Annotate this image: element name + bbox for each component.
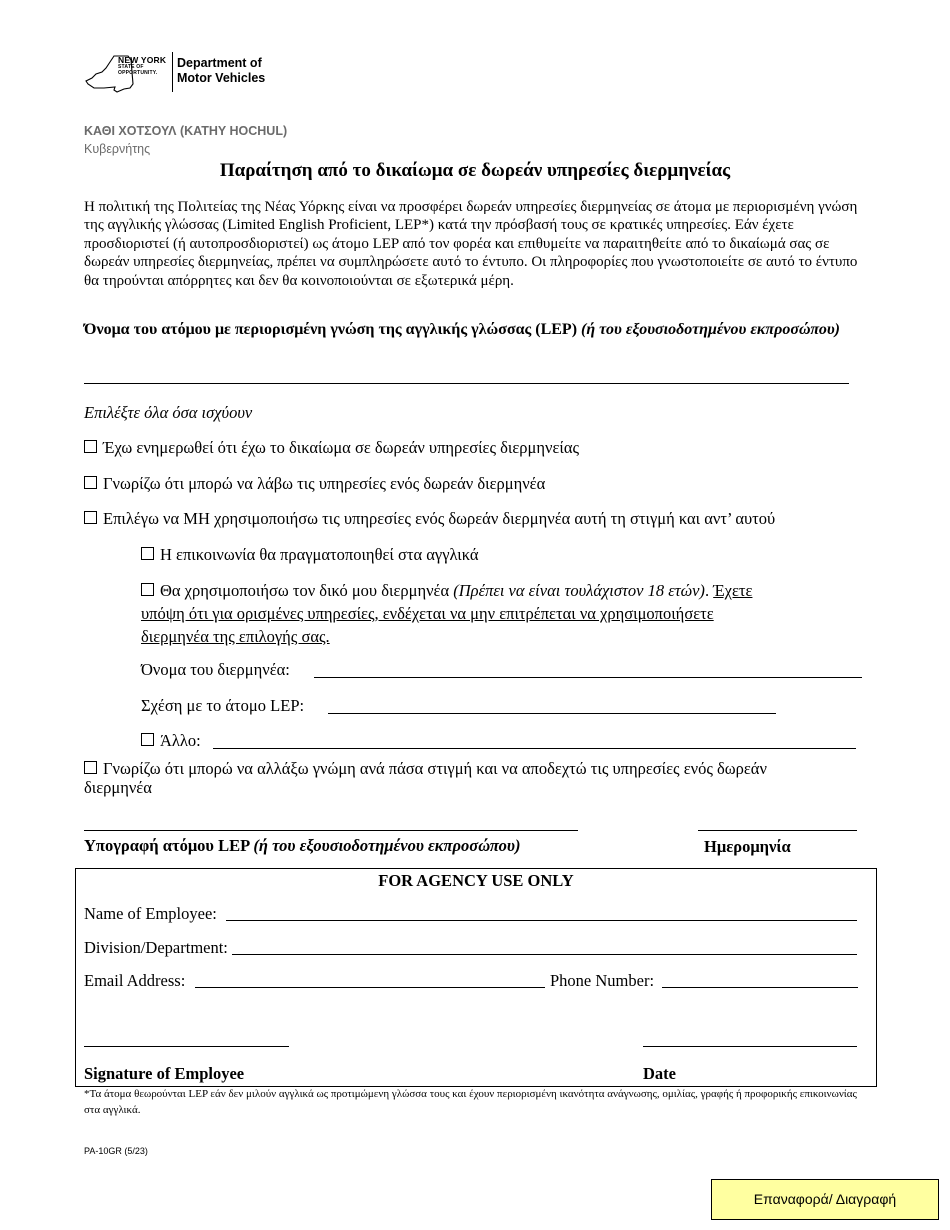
checkbox-informed[interactable]: [84, 440, 97, 453]
option-informed-label: Έχω ενημερωθεί ότι έχω το δικαίωμα σε δωρεάν υπηρεσίες διερμηνείας: [103, 438, 579, 457]
lep-name-heading: [84, 319, 874, 341]
signature-label-main: Υπογραφή ατόμου LEP: [84, 836, 250, 855]
employee-signature-label: Signature of Employee: [84, 1064, 245, 1083]
intro-paragraph: Η πολιτική της Πολιτείας της Νέας Υόρκης είναι να προσφέρει δωρεάν υπηρεσίες διερμηνείας σε άτομα με περιορισμένη γνώση της αγγλικής γλώσσας (Limited English Proficient, LEP*) κατά την πρόσβασή τους σε κρατικές υπηρεσίες. Εάν έχετε προσδιοριστεί (ή αυτοπροσδιοριστεί) ως άτομο LEP από τον φορέα και επιθυμείτε να παραιτηθείτε από το δικαίωμά σας σε δωρεάν υπηρεσίες διερμηνείας, πρέπει να συμπληρώσετε αυτό το έντυπο. Οι πληροφορίες που γνωστοποιείτε σε αυτό το έντυπο θα τηρούνται απόρρητες και δεν θα κοινοποιούνται σε εξωτερικά μέρη.: [84, 199, 858, 289]
change-mind-label-2: διερμηνέα: [84, 778, 152, 797]
other-label: Άλλο:: [160, 731, 201, 750]
dept-line1: Department of: [177, 56, 262, 70]
division-input[interactable]: [232, 954, 857, 955]
agency-use-box: [75, 868, 877, 1087]
division-label: Division/Department:: [84, 938, 228, 957]
interpreter-name-input[interactable]: [314, 677, 862, 678]
option-decline: [84, 507, 775, 530]
employee-date-input[interactable]: [643, 1046, 857, 1047]
select-all-instruction: Επιλέξτε όλα όσα ισχύουν: [84, 403, 253, 422]
own-interpreter-note-3: διερμηνέα της επιλογής σας.: [141, 627, 330, 646]
checkbox-decline[interactable]: [84, 511, 97, 524]
ny-line3: OPPORTUNITY.: [118, 70, 158, 76]
phone-input[interactable]: [662, 987, 858, 988]
ny-line2: STATE OF: [118, 64, 144, 70]
checkbox-own-interpreter[interactable]: [141, 583, 154, 596]
lep-name-label-italic: (ή του εξουσιοδοτημένου εκπροσώπου): [581, 321, 840, 338]
phone-label: Phone Number:: [550, 971, 655, 990]
relationship-input[interactable]: [328, 713, 776, 714]
own-interpreter-note-2: υπόψη ότι για ορισμένες υπηρεσίες, ενδέχεται να μην επιτρέπεται να χρησιμοποιήσετε: [141, 604, 714, 623]
relationship-label: Σχέση με το άτομο LEP:: [141, 696, 305, 715]
lep-signature-input[interactable]: [84, 830, 578, 831]
lep-signature-label: [84, 836, 521, 856]
lep-name-label: Όνομα του ατόμου με περιορισμένη γνώση της αγγλικής γλώσσας (LEP): [84, 321, 578, 338]
dmv-wordmark: [177, 56, 265, 86]
option-change-mind: [84, 759, 884, 797]
option-english: [141, 543, 479, 566]
employee-name-label: Name of Employee:: [84, 904, 217, 923]
dmv-logo: [84, 52, 284, 94]
ny-line1: NEW YORK: [118, 55, 167, 65]
email-input[interactable]: [195, 987, 545, 988]
lep-date-label: Ημερομηνία: [704, 837, 791, 856]
option-aware-label: Γνωρίζω ότι μπορώ να λάβω τις υπηρεσίες ενός δωρεάν διερμηνέα: [103, 474, 546, 493]
agency-title: FOR AGENCY USE ONLY: [378, 871, 574, 890]
change-mind-label-1: Γνωρίζω ότι μπορώ να αλλάξω γνώμη ανά πάσα στιγμή και να αποδεχτώ τις υπηρεσίες ενός δωρεάν: [103, 759, 767, 778]
employee-name-input[interactable]: [226, 920, 857, 921]
email-label: Email Address:: [84, 971, 186, 990]
employee-signature-input[interactable]: [84, 1046, 289, 1047]
logo-divider: [172, 52, 173, 92]
checkbox-english[interactable]: [141, 547, 154, 560]
lep-name-input[interactable]: [84, 383, 849, 384]
dept-line2: Motor Vehicles: [177, 71, 266, 85]
option-informed: [84, 436, 579, 459]
footnote: *Τα άτομα θεωρούνται LEP εάν δεν μιλούν αγγλικά ως προτιμώμενη γλώσσα τους και έχουν περιορισμένη ικανότητα ανάγνωσης, ομιλίας, γραφής ή προφορικής επικοινωνίας στα αγγλικά.: [84, 1088, 857, 1116]
lep-date-input[interactable]: [698, 830, 857, 831]
interpreter-name-label: Όνομα του διερμηνέα:: [141, 660, 290, 679]
own-interpreter-note-1: Έχετε: [713, 581, 753, 600]
governor-name: ΚΑΘΙ ΧΟΤΣΟΥΛ (KATHY HOCHUL): [84, 124, 288, 138]
option-english-label: Η επικοινωνία θα πραγματοποιηθεί στα αγγλικά: [160, 545, 479, 564]
own-interpreter-age: (Πρέπει να είναι τουλάχιστον 18 ετών): [453, 581, 705, 600]
checkbox-aware[interactable]: [84, 476, 97, 489]
signature-label-italic: (ή του εξουσιοδοτημένου εκπροσώπου): [253, 836, 521, 855]
form-code: PA-10GR (5/23): [84, 1146, 148, 1156]
checkbox-other[interactable]: [141, 733, 154, 746]
option-own-interpreter: Θα χρησιμοποιήσω τον δικό μου διερμηνέα (Πρέπει να είναι τουλάχιστον 18 ετών). Έχετε υπόψη ότι για ορισμένες υπηρεσίες, ενδέχεται να μην επιτρέπεται να χρησιμοποιήσετε διερμηνέα της επιλογής σας.: [141, 579, 871, 648]
ny-state-wordmark: [118, 56, 166, 76]
own-interpreter-label: Θα χρησιμοποιήσω τον δικό μου διερμηνέα: [160, 581, 450, 600]
option-other: [141, 731, 201, 751]
page-title: Παραίτηση από το δικαίωμα σε δωρεάν υπηρεσίες διερμηνείας: [219, 160, 731, 181]
other-input[interactable]: [213, 748, 856, 749]
governor-title: Κυβερνήτης: [84, 142, 151, 156]
option-decline-label: Επιλέγω να ΜΗ χρησιμοποιήσω τις υπηρεσίες ενός δωρεάν διερμηνέα αυτή τη στιγμή και αντ’ αυτού: [103, 509, 776, 528]
employee-date-label: Date: [643, 1064, 676, 1083]
reset-clear-button[interactable]: Επαναφορά/ Διαγραφή: [711, 1179, 939, 1220]
option-aware: [84, 472, 545, 495]
checkbox-change-mind[interactable]: [84, 761, 97, 774]
